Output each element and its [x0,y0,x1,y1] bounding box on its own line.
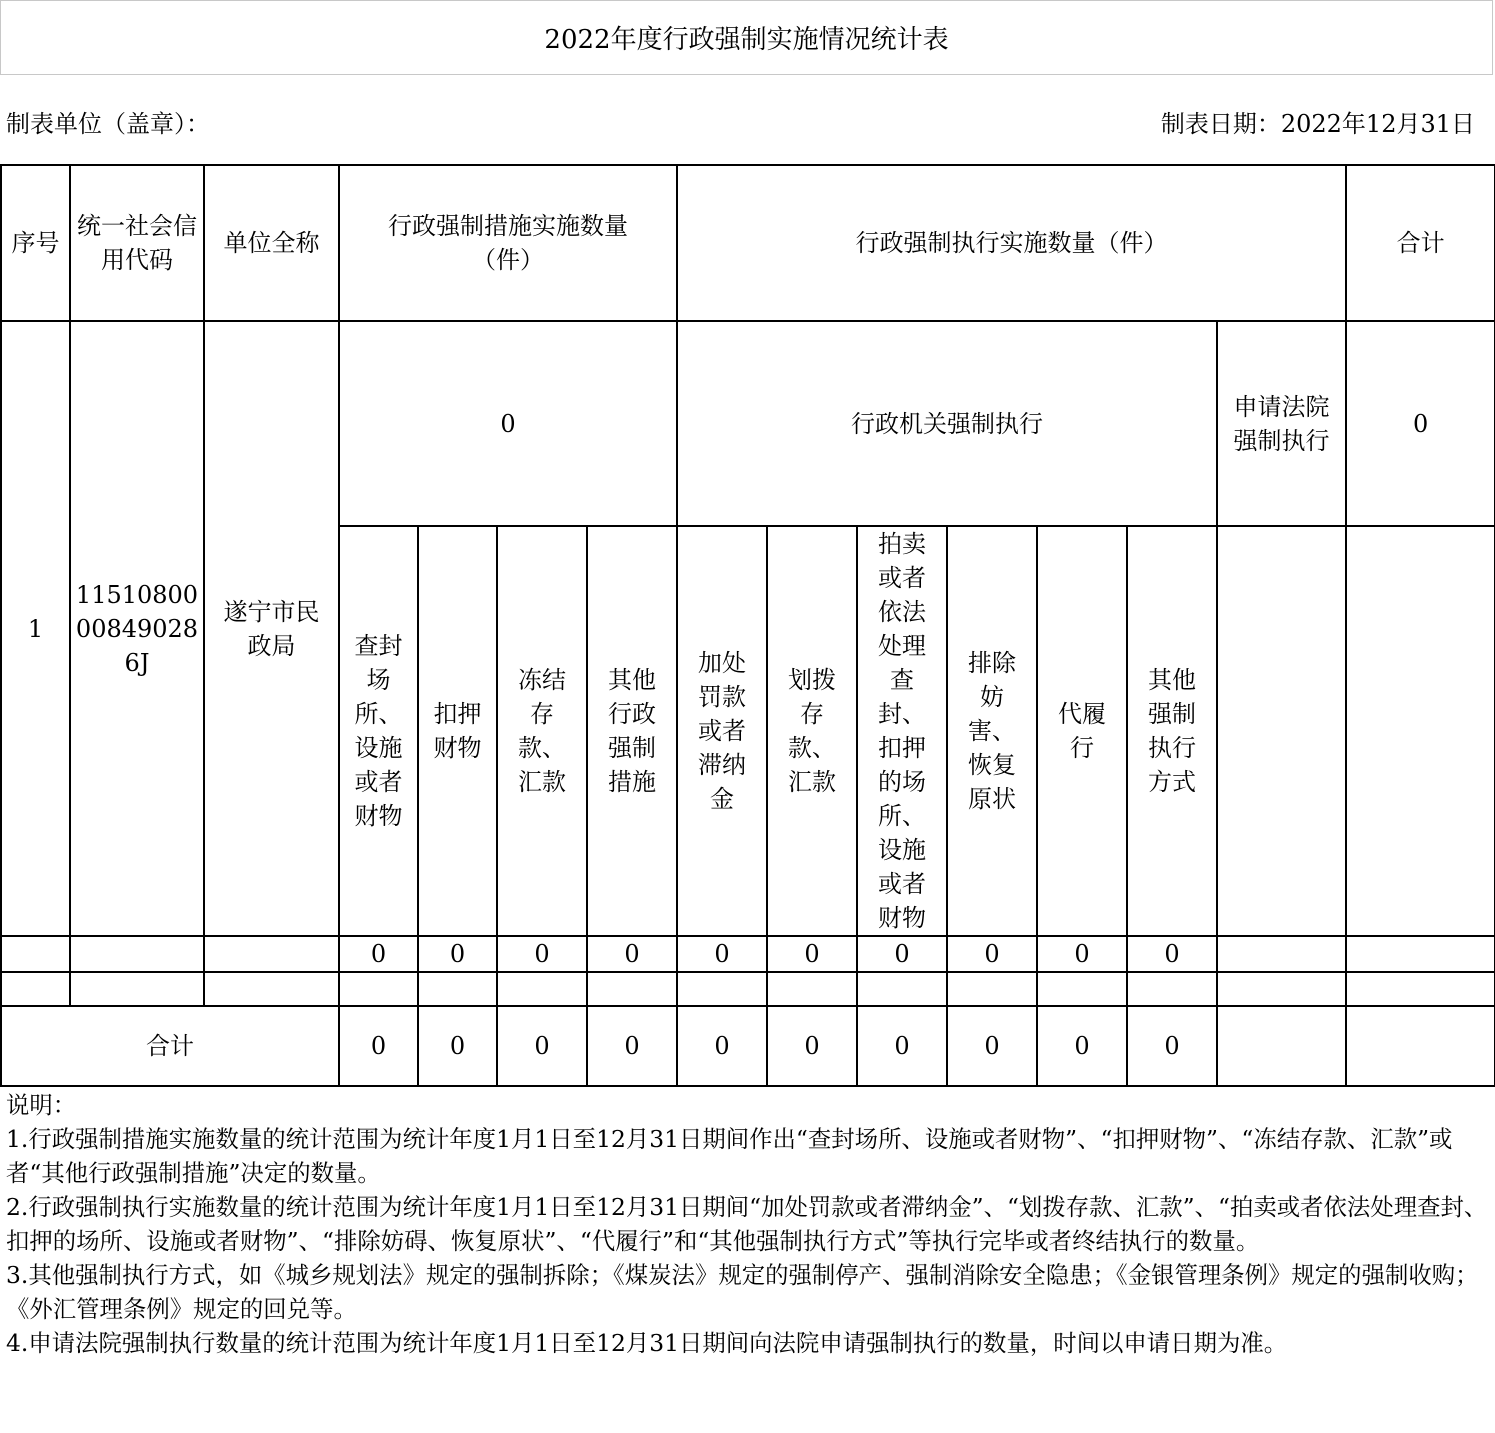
total-label: 合计 [1,1006,339,1086]
values-row [1,936,1495,972]
entry-credit-code [70,321,204,936]
total-row [1,1006,1495,1086]
note-item: 1.行政强制措施实施数量的统计范围为统计年度1月1日至12月31日期间作出“查封场所、设施或者财物”、“扣押财物”、“冻结存款、汇款”或者“其他行政强制措施”决定的数量。 [6,1125,1453,1187]
empty-cell [1346,972,1495,1006]
header-unit-name: 单位全称 [204,165,339,321]
empty-cell [70,936,204,972]
value-cell: 0 [1127,936,1217,972]
entry-unit-name: 遂宁市民政局 [204,321,339,936]
header-credit-code: 统一社会信用代码 [70,165,204,321]
empty-cell [1127,972,1217,1006]
empty-cell [947,972,1037,1006]
page-title: 2022年度行政强制实施情况统计表 [0,0,1493,75]
note-item: 4.申请法院强制执行数量的统计范围为统计年度1月1日至12月31日期间向法院申请强制执行的数量，时间以申请日期为准。 [6,1329,1288,1357]
total-value: 0 [418,1006,497,1086]
notes-heading: 说明： [6,1091,77,1119]
note-item: 3.其他强制执行方式，如《城乡规划法》规定的强制拆除；《煤炭法》规定的强制停产、强制消除安全隐患；《金银管理条例》规定的强制收购；《外汇管理条例》规定的回兑等。 [6,1261,1479,1323]
empty-cell [1,936,70,972]
header-total: 合计 [1346,165,1495,321]
empty-cell [70,972,204,1006]
entry-court-execution: 申请法院强制执行 [1217,321,1346,526]
category-cell: 查封场所、设施或者财物 [339,526,418,936]
empty-cell [1037,972,1127,1006]
entry-seq: 1 [1,321,70,936]
blank-row [1,972,1495,1006]
empty-cell [1,972,70,1006]
empty-cell [497,972,587,1006]
total-value: 0 [1037,1006,1127,1086]
category-cell: 其他强制执行方式 [1127,526,1217,936]
value-cell: 0 [767,936,857,972]
category-cell: 其他行政强制措施 [587,526,677,936]
empty-cell [204,972,339,1006]
value-cell: 0 [587,936,677,972]
empty-cell [339,972,418,1006]
value-cell: 0 [857,936,947,972]
category-cell: 冻结存款、汇款 [497,526,587,936]
total-value: 0 [947,1006,1037,1086]
empty-cell [1346,526,1495,936]
value-cell: 0 [418,936,497,972]
empty-cell [1217,526,1346,936]
empty-cell [1217,936,1346,972]
empty-cell [1346,936,1495,972]
total-value: 0 [587,1006,677,1086]
value-cell: 0 [497,936,587,972]
statistics-table [0,164,1495,1087]
entry-row [1,321,1495,526]
category-cell: 代履行 [1037,526,1127,936]
empty-cell [418,972,497,1006]
total-value: 0 [339,1006,418,1086]
value-cell: 0 [677,936,767,972]
header-seq: 序号 [1,165,70,321]
empty-cell [767,972,857,1006]
entry-admin-execution: 行政机关强制执行 [677,321,1217,526]
unit-label: 制表单位（盖章）： [6,110,210,138]
credit-code-line: 6J [124,648,150,677]
header-execution-count: 行政强制执行实施数量（件） [677,165,1346,321]
note-item: 2.行政强制执行实施数量的统计范围为统计年度1月1日至12月31日期间“加处罚款或者滞纳金”、“划拨存款、汇款”、“拍卖或者依法处理查封、扣押的场所、设施或者财物”、“排除妨碍、恢复原状”、“代履行”和“其他强制执行方式”等执行完毕或者终结执行的数量。 [6,1193,1488,1255]
entry-measures-value: 0 [339,321,677,526]
category-cell: 拍卖或者依法处理查封、扣押的场所、设施或者财物 [857,526,947,936]
value-cell: 0 [1037,936,1127,972]
empty-cell [587,972,677,1006]
value-cell: 0 [947,936,1037,972]
empty-cell [1346,1006,1495,1086]
empty-cell [1217,972,1346,1006]
total-value: 0 [1127,1006,1217,1086]
empty-cell [1217,1006,1346,1086]
category-cell: 加处罚款或者滞纳金 [677,526,767,936]
notes [6,1088,1491,1360]
empty-cell [677,972,767,1006]
empty-cell [204,936,339,972]
header-measures-count: 行政强制措施实施数量（件） [339,165,677,321]
header-row [1,165,1495,321]
value-cell: 0 [339,936,418,972]
total-value: 0 [677,1006,767,1086]
credit-code-line: 11510800 [75,580,199,609]
category-cell: 划拨存款、汇款 [767,526,857,936]
category-cell: 排除妨害、恢复原状 [947,526,1037,936]
date-label: 制表日期：2022年12月31日 [1160,110,1475,138]
total-value: 0 [497,1006,587,1086]
empty-cell [857,972,947,1006]
entry-total: 0 [1346,321,1495,526]
total-value: 0 [767,1006,857,1086]
total-value: 0 [857,1006,947,1086]
credit-code-line: 00849028 [75,614,199,643]
category-cell: 扣押财物 [418,526,497,936]
